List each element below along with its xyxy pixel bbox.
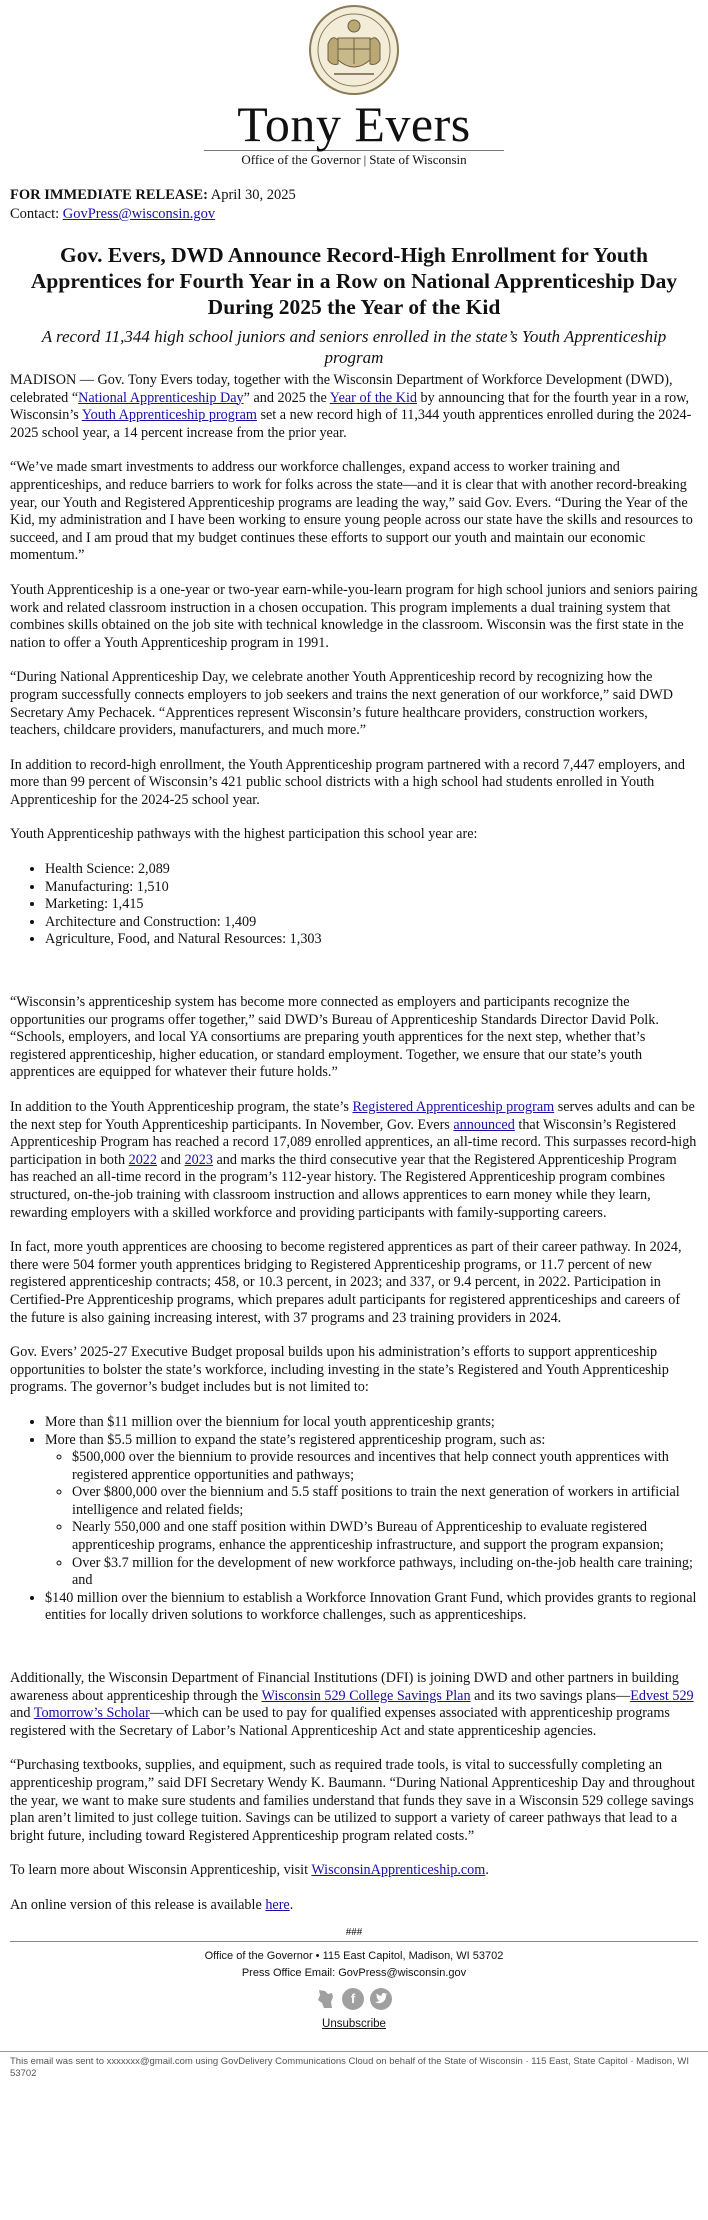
wisconsin-seal-icon bbox=[308, 4, 400, 96]
text-span: To learn more about Wisconsin Apprenticeship, visit bbox=[10, 1862, 312, 1879]
text-span: by announcing that for the fourth year in a row, Wisconsin’s bbox=[10, 389, 690, 424]
text-span: An online version of this release is available bbox=[10, 1896, 266, 1913]
paragraph-pechacek-quote: “During National Apprenticeship Day, we celebrate another Youth Apprenticeship record by recognizing how the program successfully connects employers to job seekers and trains the next generation of our workforce,” said DWD Secretary Amy Pechacek. “Apprentices represent Wisconsin’s future healthcare providers, construction workers, teachers, childcare providers, manufacturers, and much more.” bbox=[10, 669, 674, 739]
national-apprenticeship-day-link[interactable]: National Apprenticeship Day bbox=[78, 389, 244, 406]
paragraph-baumann-quote: “Purchasing textbooks, supplies, and equipment, such as required trade tools, is vital to successfully completing an apprenticeship program,” said DFI Secretary Wendy K. Baumann. “During National Apprenticeship Day and throughout the year, we want to make sure students and families understand that funds they save in a Wisconsin 529 college savings plan aren’t limited to just college tuition. Savings can be utilized to support a variety of career pathways that lead to a bright future, including toward Registered Apprenticeship program related costs.” bbox=[10, 1757, 695, 1844]
paragraph-dfi bbox=[10, 1670, 698, 1740]
list-item: • Marketing: 1,415 bbox=[45, 896, 698, 914]
list-item: • Manufacturing: 1,510 bbox=[45, 879, 698, 897]
text-span: and marks the third consecutive year that the Registered Apprenticeship Program has reached an all-time record in the program’s 112-year history. The Registered Apprenticeship program combines structured, on-the-job training with classroom instruction and allows apprentices to earn money while they learn, rewarding employers with a skilled workforce and providing participants with family-supporting careers. bbox=[10, 1151, 677, 1221]
twitter-bird-icon bbox=[370, 1988, 392, 2010]
paragraph-online-version bbox=[10, 1897, 698, 1915]
list-item: • Health Science: 2,089 bbox=[45, 861, 698, 879]
twitter-icon[interactable] bbox=[370, 1988, 392, 2010]
paragraph-registered-apprenticeship bbox=[10, 1099, 698, 1222]
text-span: . bbox=[485, 1862, 489, 1879]
wisconsin-apprenticeship-link[interactable]: WisconsinApprenticeship.com bbox=[311, 1862, 486, 1879]
edvest-529-link[interactable]: Edvest 529 bbox=[630, 1687, 694, 1704]
text-span: set a new record high of 11,344 youth apprentices enrolled during the 2024-2025 school year, a 14 percent increase from the prior year. bbox=[10, 407, 692, 441]
release-date: April 30, 2025 bbox=[210, 187, 296, 203]
spacer bbox=[10, 966, 698, 994]
office-line bbox=[204, 150, 504, 168]
text-span: In addition to the Youth Apprenticeship program, the state’s bbox=[10, 1099, 353, 1115]
unsubscribe-link[interactable]: Unsubscribe bbox=[322, 2017, 386, 2030]
state-label: State of Wisconsin bbox=[369, 152, 467, 167]
text-span: Additionally, the Wisconsin Department of Financial Institutions (DFI) is joining DWD and other partners in building awareness about apprenticeship through the bbox=[10, 1670, 679, 1704]
list-item: ◦ Nearly 550,000 and one staff position within DWD’s Bureau of Apprenticeship to evaluate registered apprenticeship programs, enhance the apprenticeship infrastructure, and support the program expansion; bbox=[72, 1519, 698, 1554]
paragraph-bridging: In fact, more youth apprentices are choosing to become registered apprentices as part of their career pathway. In 2024, there were 504 former youth apprentices bridging to Registered Apprenticeship programs, or 11.7 percent of new registered apprenticeship contracts; 458, or 10.3 percent, in 2023; and 337, or 9.4 percent, in 2022. Participation in Certified-Pre Apprenticeship programs, which prepares adult participants for registered apprenticeships and careers of the future is also gaining increasing interest, with 37 programs and 23 training providers in 2024. bbox=[10, 1239, 682, 1326]
paragraph-youth-apprenticeship: Youth Apprenticeship is a one-year or two-year earn-while-you-learn program for high school juniors and seniors pairing work and related classroom instruction in a chosen occupation. This program implements a dual training system that combines skills obtained on the job site with technical knowledge in the classroom. Wisconsin was the first state in the nation to offer a Youth Apprenticeship program in 1991. bbox=[10, 581, 698, 651]
text-span: and bbox=[10, 1705, 34, 1722]
year-2023-link[interactable]: 2023 bbox=[184, 1151, 213, 1168]
paragraph-enrollment: In addition to record-high enrollment, the Youth Apprenticeship program partnered with a record 7,447 employers, and more than 99 percent of Wisconsin’s 421 public school districts with a high school had students enrolled in Youth Apprenticeship for the 2024-25 school year. bbox=[10, 756, 685, 808]
paragraph-polk-quote: “Wisconsin’s apprenticeship system has become more connected as employers and participants recognize the opportunities our programs offer together,” said DWD’s Bureau of Apprenticeship Standards Director David Polk. “Schools, employers, and local YA consortiums are preparing youth apprentices for the next step, whether that’s registered apprenticeship, higher education, or standard employment. Together, we ensure that our state’s youth apprentices are equipped for whatever their future holds.” bbox=[10, 994, 659, 1081]
governor-name: Tony Evers bbox=[237, 96, 471, 152]
pathways-list bbox=[10, 861, 698, 949]
text-span: ” and 2025 the bbox=[243, 389, 330, 406]
youth-apprenticeship-program-link[interactable]: Youth Apprenticeship program bbox=[81, 407, 257, 424]
delivery-notice: This email was sent to xxxxxxx@gmail.com using GovDelivery Communications Cloud on behalf of the State of Wisconsin · 115 East, State Capitol · Madison, WI 53702 bbox=[10, 2055, 689, 2079]
office-label: Office of the Governor bbox=[241, 152, 361, 167]
paragraph-budget-intro: Gov. Evers’ 2025-27 Executive Budget proposal builds upon his administration’s efforts to support apprenticeship opportunities to bolster the state’s workforce, including investing in the state’s Registered and Youth Apprenticeship programs. The governor’s budget includes but is not limited to: bbox=[10, 1344, 669, 1396]
budget-sublist bbox=[45, 1449, 698, 1590]
text-span: MADISON — Gov. Tony Evers today, together with the Wisconsin Department of Workforce Development (DWD), celebrated “ bbox=[10, 372, 673, 406]
spacer bbox=[10, 1642, 698, 1670]
announced-link[interactable]: announced bbox=[453, 1116, 515, 1133]
list-item: • $140 million over the biennium to establish a Workforce Innovation Grant Fund, which provides grants to regional entities for locally driven solutions to workforce challenges, such as apprenticeships. bbox=[45, 1590, 698, 1625]
registered-apprenticeship-link[interactable]: Registered Apprenticeship program bbox=[352, 1099, 555, 1115]
footer-address: Office of the Governor • 115 East Capitol, Madison, WI 53702 bbox=[204, 1949, 504, 1962]
year-2022-link[interactable]: 2022 bbox=[128, 1151, 157, 1168]
budget-list bbox=[10, 1414, 698, 1625]
text-span: More than $5.5 million to expand the state’s registered apprenticeship program, such as: bbox=[45, 1431, 546, 1448]
footer bbox=[0, 1942, 708, 2033]
text-span: and bbox=[156, 1151, 185, 1168]
list-item: ◦ $500,000 over the biennium to provide resources and incentives that help connect youth apprentices with registered apprentice opportunities and pathways; bbox=[72, 1449, 698, 1484]
headline: Gov. Evers, DWD Announce Record-High Enrollment for Youth Apprentices for Fourth Year in a Row on National Apprenticeship Day During 2025 the Year of the Kid bbox=[30, 243, 678, 319]
list-item: ◦ Over $3.7 million for the development of new workforce pathways, including on-the-job health care training; and bbox=[72, 1555, 698, 1590]
wisconsin-529-link[interactable]: Wisconsin 529 College Savings Plan bbox=[261, 1687, 471, 1704]
facebook-icon[interactable]: f bbox=[342, 1988, 364, 2010]
contact-email-link[interactable]: GovPress@wisconsin.gov bbox=[62, 206, 216, 222]
list-item bbox=[45, 1432, 698, 1590]
letterhead bbox=[0, 0, 708, 168]
release-body bbox=[0, 368, 708, 1915]
online-version-link[interactable]: here bbox=[265, 1896, 290, 1913]
release-date-line bbox=[10, 186, 698, 205]
text-span: that Wisconsin’s Registered Apprenticeship Program has reached a record 17,089 enrolled apprentices, an all-time record. This surpasses record-high participation in both bbox=[10, 1116, 697, 1168]
office-separator: | bbox=[363, 152, 367, 167]
paragraph-learn-more bbox=[10, 1862, 698, 1880]
social-links bbox=[0, 1988, 708, 2010]
text-span: and its two savings plans— bbox=[470, 1687, 631, 1704]
wisconsin-state-icon[interactable] bbox=[316, 1988, 336, 2010]
list-item: • Agriculture, Food, and Natural Resources: 1,303 bbox=[45, 931, 698, 949]
tomorrows-scholar-link[interactable]: Tomorrow’s Scholar bbox=[33, 1705, 150, 1722]
text-span: serves adults and can be the next step for Youth Apprenticeship participants. In November, Gov. Evers bbox=[10, 1099, 695, 1133]
subheadline: A record 11,344 high school juniors and seniors enrolled in the state’s Youth Apprenticeship program bbox=[41, 327, 667, 367]
paragraph-pathways-intro: Youth Apprenticeship pathways with the highest participation this school year are: bbox=[10, 826, 478, 843]
paragraph-intro bbox=[10, 372, 698, 442]
list-item: ◦ Over $800,000 over the biennium and 5.5 staff positions to train the next generation of workers in artificial intelligence and related fields; bbox=[72, 1484, 698, 1519]
footer-press-email: Press Office Email: GovPress@wisconsin.gov bbox=[241, 1966, 467, 1979]
list-item: • Architecture and Construction: 1,409 bbox=[45, 914, 698, 932]
text-span: —which can be used to pay for qualified expenses associated with apprenticeship programs registered with the Secretary of Labor’s National Apprenticeship Act and state apprenticeship agencies. bbox=[10, 1705, 670, 1739]
list-item: • More than $11 million over the biennium for local youth apprenticeship grants; bbox=[45, 1414, 698, 1432]
year-of-the-kid-link[interactable]: Year of the Kid bbox=[329, 389, 417, 406]
contact-line bbox=[10, 205, 698, 224]
end-mark: ### bbox=[345, 1925, 363, 1938]
text-span: . bbox=[289, 1896, 294, 1913]
release-info bbox=[0, 168, 708, 224]
contact-label: Contact: bbox=[10, 206, 60, 222]
release-label: FOR IMMEDIATE RELEASE: bbox=[10, 187, 208, 203]
paragraph-evers-quote: “We’ve made smart investments to address our workforce challenges, expand access to worker training and apprenticeships, and reduce barriers to work for folks across the state—and it is clear that with another record-breaking year, our Youth and Registered Apprenticeship programs are leading the way,” said Gov. Evers. “During the Year of the Kid, my administration and I have been working to ensure young people across our state have the skills and resources to succeed, and I am proud that my budget continues these efforts to support our youth and maintain our economic momentum.” bbox=[10, 459, 693, 564]
